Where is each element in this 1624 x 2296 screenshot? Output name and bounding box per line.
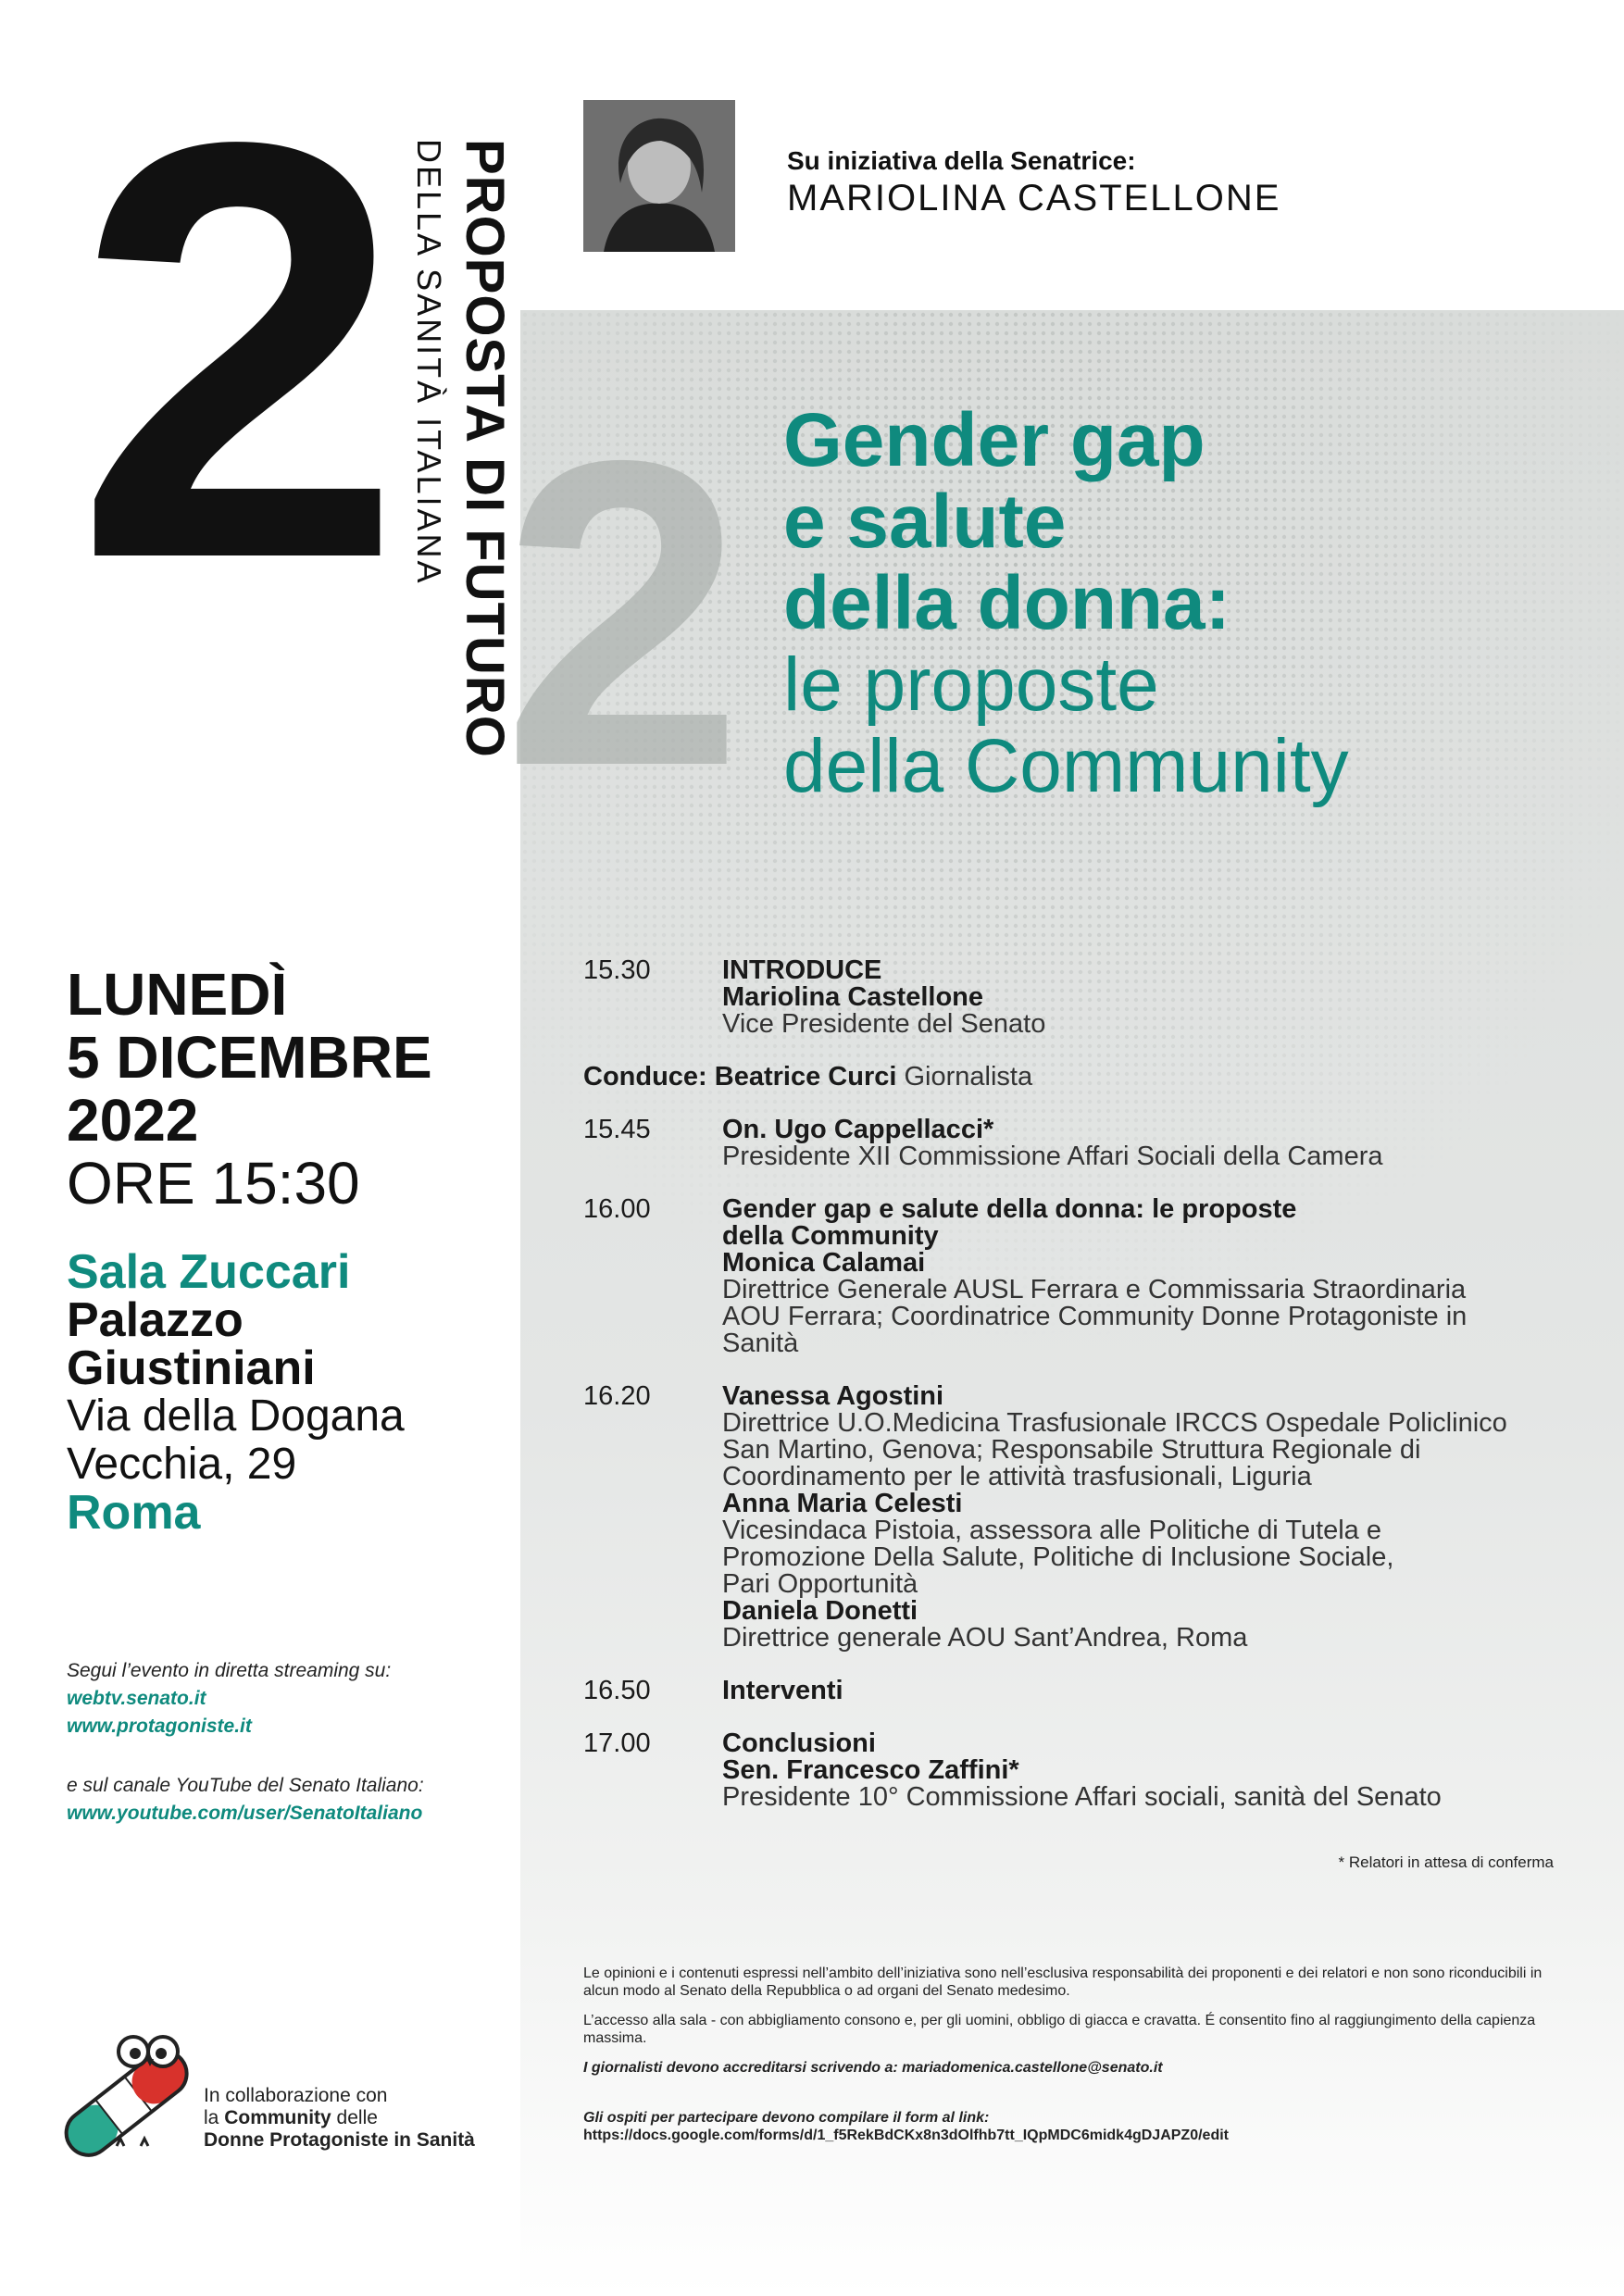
stream-link-protagoniste[interactable]: www.protagoniste.it: [67, 1716, 252, 1737]
program-conduce: [583, 1064, 1565, 1091]
speaker-role: Presidente 10° Commissione Affari sociali, sanità del Senato: [722, 1782, 1442, 1812]
program-title: Conclusioni: [722, 1728, 876, 1758]
program-time: 16.20: [583, 1381, 651, 1411]
venue-room: Sala Zuccari: [67, 1245, 351, 1299]
conduce-label: Conduce: Beatrice Curci: [583, 1062, 897, 1092]
speaker-role: San Martino, Genova; Responsabile Struttura Regionale di: [722, 1435, 1421, 1465]
program-time: 16.50: [583, 1676, 651, 1705]
collab-line-1: In collaborazione con: [204, 2085, 388, 2106]
speaker-name: Vanessa Agostini: [722, 1381, 944, 1411]
program-row: [583, 1117, 1565, 1170]
program-row: [583, 1196, 1565, 1357]
event-year: 2022: [67, 1087, 199, 1154]
series-subtitle: DELLA SANITÀ ITALIANA: [410, 139, 448, 586]
venue-address-1: Via della Dogana: [67, 1391, 405, 1441]
event-time: ORE 15:30: [67, 1150, 360, 1217]
collab-line-2a: la: [204, 2107, 219, 2128]
disclaimer-access: L’accesso alla sala - con abbigliamento consono e, per gli uomini, obbligo di giacca e cravatta. É consentito fino al raggiungimento della capienza massima.: [583, 2013, 1536, 2046]
portrait-icon: [583, 100, 735, 252]
speaker-role: Vicesindaca Pistoia, assessora alle Politiche di Tutela e: [722, 1516, 1381, 1545]
speaker-name: Anna Maria Celesti: [722, 1489, 963, 1518]
speaker-role: Direttrice generale AOU Sant’Andrea, Roma: [722, 1623, 1248, 1653]
event-date: [67, 963, 432, 1215]
speaker-role: Promozione Della Salute, Politiche di Inclusione Sociale,: [722, 1542, 1394, 1572]
youtube-link[interactable]: www.youtube.com/user/SenatoItaliano: [67, 1803, 423, 1824]
event-program: [583, 957, 1565, 1837]
event-venue: [67, 1245, 405, 1540]
speaker-name: Monica Calamai: [722, 1248, 926, 1278]
program-title: Gender gap e salute della donna: le proposte: [722, 1194, 1297, 1224]
collab-line-2: [204, 2107, 475, 2129]
program-row: [583, 1730, 1565, 1811]
series-number-2: [74, 19, 404, 681]
speaker-role: Direttrice Generale AUSL Ferrara e Commissaria Straordinaria: [722, 1275, 1467, 1304]
series-title: PROPOSTA DI FUTURO: [455, 139, 515, 758]
program-title: INTRODUCE: [722, 955, 882, 985]
series-title-block: [369, 139, 517, 824]
program-title: della Community: [722, 1221, 939, 1251]
speaker-name: On. Ugo Cappellacci*: [722, 1115, 994, 1144]
disclaimer-press: I giornalisti devono accreditarsi scrivendo a: mariadomenica.castellone@senato.it: [583, 2060, 1163, 2076]
collaboration-credit: [204, 2085, 475, 2152]
event-date-text: 5 DICEMBRE: [67, 1024, 432, 1091]
program-row: [583, 957, 1565, 1038]
venue-city: Roma: [67, 1486, 201, 1540]
event-day: LUNEDÌ: [67, 961, 288, 1028]
watermark-number: 2: [502, 370, 744, 856]
venue-palace-1: Palazzo: [67, 1293, 244, 1347]
program-time: 16.00: [583, 1194, 651, 1224]
stream-label: Segui l’evento in diretta streaming su:: [67, 1660, 392, 1681]
stream-link-senato[interactable]: webtv.senato.it: [67, 1688, 206, 1709]
program-title: Interventi: [722, 1676, 843, 1705]
speaker-role: Pari Opportunità: [722, 1569, 918, 1599]
disclaimer: [583, 1965, 1555, 2144]
series-number-text: 2: [74, 19, 404, 681]
headline-line-3: della donna:: [783, 561, 1230, 645]
form-link[interactable]: https://docs.google.com/forms/d/1_f5RekBdCKx8n3dOlfhb7tt_IQpMDC6midk4gDJAPZ0/edit: [583, 2128, 1229, 2143]
event-headline: [783, 400, 1580, 807]
collab-line-2c: delle: [336, 2107, 378, 2128]
speaker-name: Sen. Francesco Zaffini*: [722, 1755, 1019, 1785]
speaker-name: Mariolina Castellone: [722, 982, 984, 1012]
program-row: [583, 1383, 1565, 1652]
program-time: 15.45: [583, 1115, 651, 1144]
speaker-role: Direttrice U.O.Medicina Trasfusionale IRCCS Ospedale Policlinico: [722, 1408, 1507, 1438]
conduce-role: Giornalista: [904, 1062, 1033, 1092]
speaker-role: Sanità: [722, 1329, 799, 1358]
headline-line-4: le proposte: [783, 643, 1159, 727]
disclaimer-opinions: Le opinioni e i contenuti espressi nell’ambito dell’iniziativa sono nell’esclusiva responsabilità dei proponenti e dei relatori e non sono riconducibili in alcun modo al Senato della Repubblica o ad organi del Senato medesimo.: [583, 1965, 1543, 1999]
speaker-portrait: [583, 100, 735, 252]
speaker-role: Coordinamento per le attività trasfusionali, Liguria: [722, 1462, 1312, 1491]
headline-line-5: della Community: [783, 724, 1349, 808]
disclaimer-guests: Gli ospiti per partecipare devono compilare il form al link:: [583, 2110, 990, 2126]
collab-line-3: Donne Protagoniste in Sanità: [204, 2129, 475, 2151]
program-row: [583, 1678, 1565, 1704]
confirmation-note: * Relatori in attesa di conferma: [1338, 1853, 1554, 1871]
speaker-name: Daniela Donetti: [722, 1596, 918, 1626]
headline-line-2: e salute: [783, 480, 1067, 564]
speaker-role: AOU Ferrara; Coordinatrice Community Donne Protagoniste in: [722, 1302, 1468, 1331]
program-time: 15.30: [583, 955, 651, 985]
speaker-role: Vice Presidente del Senato: [722, 1009, 1046, 1039]
headline-line-1: Gender gap: [783, 398, 1206, 482]
venue-address-2: Vecchia, 29: [67, 1440, 297, 1489]
streaming-info: [67, 1657, 424, 1828]
owl-logo-icon: [61, 2024, 205, 2153]
speaker-role: Presidente XII Commissione Affari Sociali della Camera: [722, 1142, 1383, 1171]
program-time: 17.00: [583, 1728, 651, 1758]
initiative-name: MARIOLINA CASTELLONE: [787, 178, 1281, 218]
initiative-label: Su iniziativa della Senatrice:: [787, 146, 1136, 175]
venue-palace-2: Giustiniani: [67, 1341, 316, 1395]
collab-line-2b: Community: [224, 2107, 331, 2128]
youtube-label: e sul canale YouTube del Senato Italiano:: [67, 1775, 424, 1796]
